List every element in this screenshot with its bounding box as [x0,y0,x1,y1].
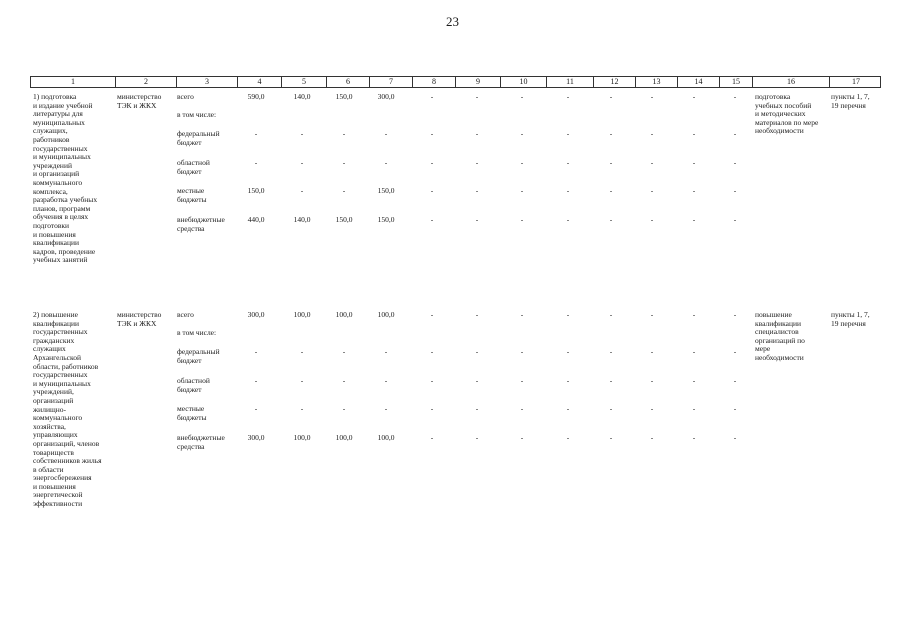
value-cell: - [300,186,304,195]
value-cell: - [475,433,479,442]
value-cell: - [609,404,613,413]
value-cell: - [692,129,696,138]
value-cell: - [609,215,613,224]
value-cell: - [650,158,654,167]
reference-cell: пункты 1, 7, 19 перечня [831,92,870,110]
value-cell: - [520,129,524,138]
value-cell: - [650,376,654,385]
funding-source: внебюджетные средства [177,433,225,451]
value-cell: - [609,129,613,138]
header-col-7: 7 [369,77,412,87]
value-cell: - [475,376,479,385]
value-cell: - [733,215,737,224]
header-col-5: 5 [281,77,326,87]
value-cell: - [609,186,613,195]
value-cell: - [520,347,524,356]
value-cell: - [520,215,524,224]
value-cell: - [342,376,346,385]
reference-cell: пункты 1, 7, 19 перечня [831,310,870,328]
value-cell: - [733,186,737,195]
value-cell: - [520,186,524,195]
value-cell: 150,0 [335,92,353,101]
funding-source: всего [177,310,194,319]
value-cell: - [475,215,479,224]
value-cell: - [692,215,696,224]
value-cell: - [520,158,524,167]
value-cell: - [475,404,479,413]
value-cell: - [384,129,388,138]
value-cell: 300,0 [247,310,265,319]
value-cell: - [254,158,258,167]
header-col-6: 6 [326,77,369,87]
result-cell: повышение квалификации специалистов организаций по мере необходимости [755,310,805,362]
header-col-2: 2 [115,77,176,87]
value-cell: - [520,433,524,442]
value-cell: - [520,310,524,319]
value-cell: - [733,347,737,356]
header-col-14: 14 [677,77,719,87]
activity-cell: 2) повышение квалификации государственных гражданских служащих Архангельской области, работников государственных и муниципальных учреждений, организаций жилищно- коммунального хозяйства, управляющих организаций, членов товариществ собственников жилья в области энергосбережения и повышения энергетической эффективности [33,310,102,509]
value-cell: 300,0 [247,433,265,442]
value-cell: - [342,404,346,413]
value-cell: - [430,310,434,319]
value-cell: - [430,347,434,356]
value-cell: - [650,310,654,319]
value-cell: - [733,376,737,385]
value-cell: - [430,158,434,167]
value-cell: - [692,92,696,101]
value-cell: - [430,376,434,385]
value-cell: - [342,158,346,167]
value-cell: - [609,92,613,101]
value-cell: - [254,129,258,138]
value-cell: - [566,376,570,385]
value-cell: 150,0 [247,186,265,195]
value-cell: - [254,347,258,356]
funding-source: внебюджетные средства [177,215,225,233]
value-cell: - [300,129,304,138]
value-cell: 440,0 [247,215,265,224]
value-cell: 150,0 [377,215,395,224]
funding-source: в том числе: [177,328,217,337]
value-cell: - [609,347,613,356]
value-cell: 300,0 [377,92,395,101]
value-cell: - [692,404,696,413]
value-cell: - [300,347,304,356]
value-cell: - [520,92,524,101]
value-cell: - [342,186,346,195]
value-cell: - [430,129,434,138]
value-cell: - [475,129,479,138]
funding-source: федеральный бюджет [177,129,220,147]
funding-source: федеральный бюджет [177,347,220,365]
result-cell: подготовка учебных пособий и методических материалов по мере необходимости [755,92,819,136]
value-cell: - [692,158,696,167]
value-cell: 100,0 [377,433,395,442]
value-cell: - [430,404,434,413]
value-cell: 100,0 [335,433,353,442]
activity-cell: 1) подготовка и издание учебной литературы для муниципальных служащих, работников государственных и муниципальных учреждений и организаций коммунального комплекса, разработка учебных планов, программ обучения в целях подготовки и повышения квалификации кадров, проведение учебных занятий [33,92,98,265]
header-col-9: 9 [455,77,500,87]
table-header-row [30,76,881,88]
header-col-3: 3 [176,77,237,87]
value-cell: - [300,404,304,413]
value-cell: 140,0 [293,215,311,224]
value-cell: - [475,186,479,195]
value-cell: - [520,376,524,385]
value-cell: - [254,404,258,413]
value-cell: - [609,158,613,167]
value-cell: - [566,186,570,195]
value-cell: 100,0 [293,433,311,442]
header-col-4: 4 [237,77,281,87]
value-cell: - [650,215,654,224]
value-cell: - [650,92,654,101]
value-cell: - [733,129,737,138]
value-cell: - [384,158,388,167]
value-cell: - [342,129,346,138]
funding-source: всего [177,92,194,101]
value-cell: - [566,129,570,138]
value-cell: 100,0 [293,310,311,319]
header-col-8: 8 [412,77,455,87]
value-cell: - [692,186,696,195]
value-cell: - [566,347,570,356]
value-cell: - [650,433,654,442]
funding-source: областной бюджет [177,376,210,394]
value-cell: - [300,158,304,167]
page-number: 23 [446,14,459,29]
value-cell: - [692,376,696,385]
value-cell: - [430,215,434,224]
value-cell: - [475,92,479,101]
value-cell: - [650,404,654,413]
value-cell: - [566,310,570,319]
value-cell: - [566,404,570,413]
value-cell: - [475,310,479,319]
value-cell: - [566,92,570,101]
header-col-1: 1 [71,77,75,86]
value-cell: - [475,347,479,356]
header-col-15: 15 [719,77,752,87]
value-cell: - [650,347,654,356]
value-cell: - [430,433,434,442]
value-cell: - [733,310,737,319]
value-cell: - [650,129,654,138]
value-cell: - [733,433,737,442]
value-cell: - [692,310,696,319]
value-cell: 140,0 [293,92,311,101]
value-cell: - [733,92,737,101]
value-cell: - [475,158,479,167]
header-col-10: 10 [500,77,546,87]
funding-source: в том числе: [177,110,217,119]
value-cell: - [566,158,570,167]
value-cell: 150,0 [335,215,353,224]
funding-source: местные бюджеты [177,186,207,204]
value-cell: 590,0 [247,92,265,101]
value-cell: 100,0 [377,310,395,319]
value-cell: - [692,433,696,442]
header-col-17: 17 [829,77,882,87]
value-cell: - [384,404,388,413]
value-cell: - [733,158,737,167]
value-cell: - [566,433,570,442]
value-cell: - [342,347,346,356]
executor-cell: министерство ТЭК и ЖКХ [117,310,162,328]
value-cell: - [733,404,737,413]
header-col-12: 12 [593,77,635,87]
value-cell: - [300,376,304,385]
value-cell: - [609,433,613,442]
value-cell: - [384,376,388,385]
value-cell: - [692,347,696,356]
value-cell: - [609,310,613,319]
value-cell: - [430,92,434,101]
header-col-16: 16 [752,77,829,87]
value-cell: - [609,376,613,385]
header-col-13: 13 [635,77,677,87]
value-cell: - [520,404,524,413]
value-cell: - [254,376,258,385]
header-col-11: 11 [546,77,593,87]
executor-cell: министерство ТЭК и ЖКХ [117,92,162,110]
value-cell: 100,0 [335,310,353,319]
funding-source: областной бюджет [177,158,210,176]
value-cell: - [566,215,570,224]
value-cell: - [384,347,388,356]
value-cell: - [650,186,654,195]
value-cell: 150,0 [377,186,395,195]
funding-source: местные бюджеты [177,404,207,422]
value-cell: - [430,186,434,195]
